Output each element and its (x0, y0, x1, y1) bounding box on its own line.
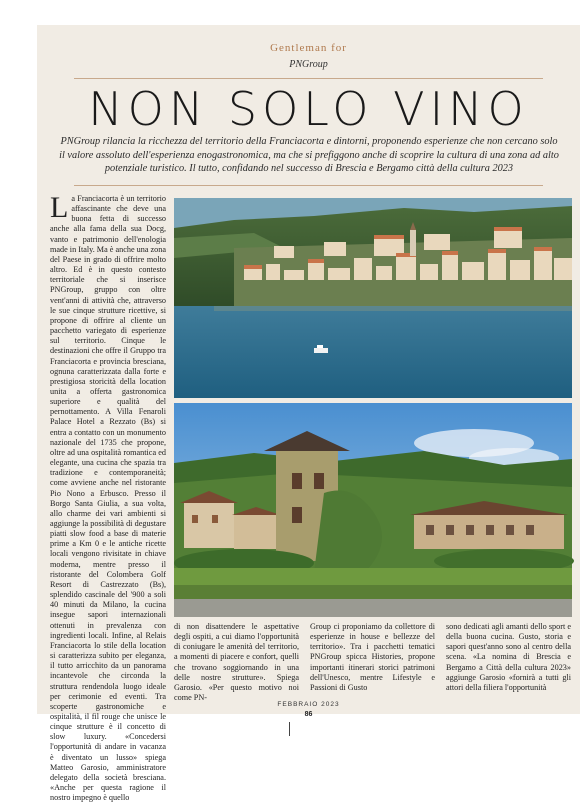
page-number: 86 (304, 711, 313, 718)
drop-cap: L (50, 191, 69, 224)
issue-date: FEBBRAIO 2023 (277, 701, 340, 708)
section-kicker: Gentleman for (270, 42, 347, 54)
body-column-4: sono dedicati agli amanti dello sport e della buona cucina. Gusto, storia e sapori quest'anno sono al centro della scena. «La nomina di Brescia e Bergamo a Città della cultura 2023» aggiunge Garosio «fornirà a tutti gli attori della filiera l'opportunità (446, 622, 571, 692)
top-divider (74, 78, 543, 79)
article-deck: PNGroup rilancia la ricchezza del territorio della Franciacorta e dintorni, proponendo esperienze che non cercano solo il valore assoluto dell'esperienza enogastronomica, ma che si prefiggono anche di scoprire la cultura di una zona ad alto potenziale turistico. Il tutto, confidando nel successo di Brescia e Bergamo città della cultura 2023 (59, 136, 559, 174)
footer-tick (289, 722, 290, 736)
villa-tower-photo (174, 403, 572, 617)
magazine-page (37, 25, 580, 803)
article-title: NON SOLO VINO (88, 82, 529, 136)
lake-village-photo (174, 198, 572, 398)
deck-divider (74, 185, 543, 186)
column-1-text: a Franciacorta è un territorio affascinante che deve una buona fetta di successo anche alla fama della sua Docg, vanto e patrimonio dell'enologia made in Italy. Ma è anche una zona del Paese in grado di offrire molto altro. Ed è in questo contesto territoriale che si inserisce PNGroup, gruppo con oltre vent'anni di attività che, attraverso le sue cinque strutture ricettive, si propone di offrire al cliente un pacchetto variegato di esperienze sul territorio. Cinque le destinazioni che offre il Gruppo tra Franciacorta e provincia bresciana, ognuna caratterizzata dalla forte e prestigiosa storicità della location unita a offerta gastronomica superiore e qualità del pernottamento. A Villa Fenaroli Palace Hotel a Rezzato (Bs) si entra a contatto con un monumento nazionale del 1735 che propone, oltre ad una ospitalità romantica ed elegante, una cucina che spazia tra tradizione e contemporaneità; come avviene anche nel ristorante Pio Nono a Erbusco. Presso il Borgo Santa Giulia, a sua volta, allo charme dei vari ambienti si aggiunge la possibilità di degustare piatti slow food a base di materie prime a Km 0 e le antiche ricette locali vengono rivisitate in chiave moderna, mentre presso il ristorante del Colombera Golf Resort di Castrezzato (Bs), splendido cascinale del '900 a soli 40 minuti da Milano, la cucina insegue sapori internazionali ottenuti in prevalenza con ingredienti locali. Infine, al Relais Franciacorta lo stile della location si caratterizza subito per eleganza, il tutto arricchito da un panorama incantevole che circonda la struttura rendendola luogo ideale per cerimonie ed eventi. Tra scoperte gastronomiche e ospitalità, il fil rouge che unisce le cinque strutture è il concetto di slow luxury. «Concedersi l'opportunità di andare in vacanza è diventato un lusso» spiega Matteo Garosio, amministratore delegato della società bresciana. «Anche per questa ragione il nostro impegno è quello (50, 194, 166, 803)
body-column-3: Group ci proponiamo da collettore di esperienze in house e bellezze del territorio». Tra i pacchetti tematici PNGroup spicca Histories, propone importanti itinerari storici patrimoni dell'Unesco, mentre Lifestyle e Passioni di Gusto (310, 622, 435, 692)
publication-name: PNGroup (289, 59, 328, 70)
body-column-2: di non disattendere le aspettative degli ospiti, a cui diamo l'opportunità di coniugare le amenità del territorio, a momenti di piacere e confort, quelli che trovano soggiornando in una delle nostre strutture». Spiega Garosio. «Per questo motivo noi come PN- (174, 622, 299, 703)
body-column-1 (50, 191, 166, 803)
